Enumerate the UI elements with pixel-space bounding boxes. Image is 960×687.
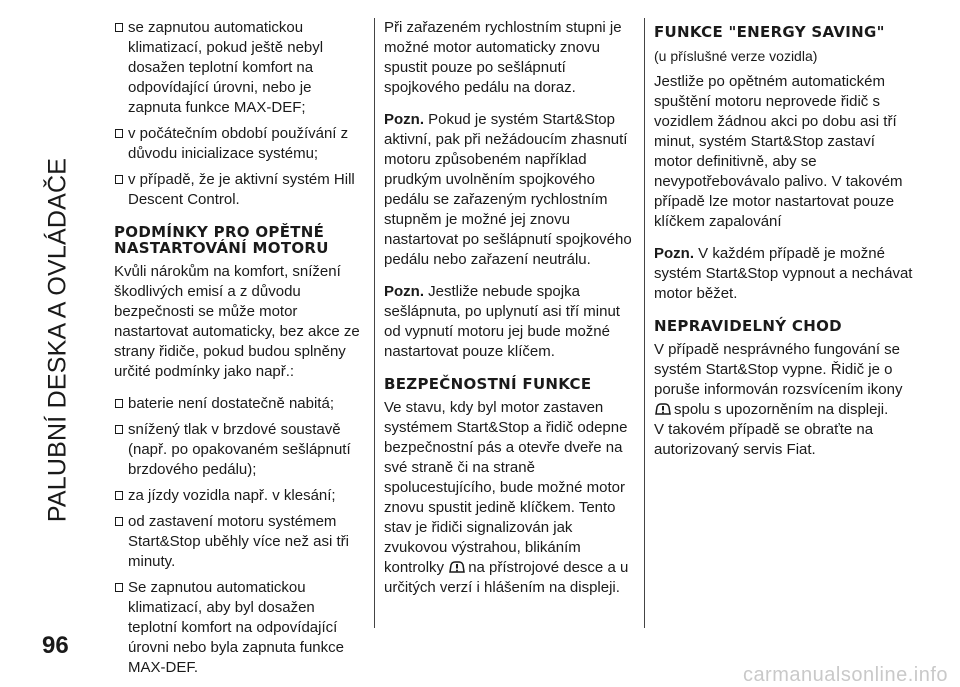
section-heading-restart: PODMÍNKY PRO OPĚTNÉ NASTARTOVÁNÍ MOTORU (114, 223, 329, 257)
column-2 (384, 18, 638, 610)
column-divider (374, 18, 375, 628)
text-fragment: na přístrojové desce a u určitých verzí i hlášením na displeji. (384, 559, 629, 596)
note-paragraph (654, 244, 916, 304)
list-item: za jízdy vozidla např. v klesání; (114, 486, 368, 506)
list-item: v případě, že je aktivní systém Hill Descent Control. (114, 170, 368, 210)
list-item: snížený tlak v brzdové soustavě (např. po opakovaném sešlápnutí brzdového pedálu); (114, 420, 368, 480)
list-item: od zastavení motoru systémem Start&Stop uběhly více než asi tři minuty. (114, 512, 368, 572)
watermark-footer: carmanualsonline.info (742, 664, 948, 686)
note-paragraph (384, 110, 638, 270)
auto-warning-icon (448, 560, 466, 574)
note-label: Pozn. (654, 245, 699, 262)
subheading-note: (u příslušné verze vozidla) (654, 48, 818, 64)
paragraph: Při zařazeném rychlostním stupni je možné motor automaticky znovu spustit pouze po sešlápnutí spojkového pedálu na doraz. (384, 19, 622, 96)
section-heading-energy-saving: FUNKCE "ENERGY SAVING" (654, 23, 885, 41)
text-fragment: V případě nesprávného fungování se systém Start&Stop vypne. Řidič je o poruše informován rozsvícením ikony (654, 341, 903, 398)
paragraph: Jestliže po opětném automatickém spuštění motoru neprovede řidič s vozidlem žádnou akci po dobu asi tří minut, systém Start&Stop zastaví motor definitivně, aby se nevypotřebovávalo palivo. V takovém případě lze motor nastartovat pouze klíčkem zapalování (654, 73, 903, 230)
note-text: Pokud je systém Start&Stop aktivní, pak při nežádoucím zhasnutí motoru způsobeném například prudkým uvolněním spojkového pedálu se zařazeným rychlostním stupněm je možné jej znovu nastartovat po sešlápnutí spojkového pedálu nebo zařazení neutrálu. (384, 111, 632, 268)
list-item: v počátečním období používání z důvodu inicializace systému; (114, 124, 368, 164)
text-fragment: Ve stavu, kdy byl motor zastaven systémem Start&Stop a řidič odepne bezpečnostní pás a otevře dveře na své straně či na straně spolucestujícího, bude možné motor znovu spustit jedině klíčkem. Tento stav je řidiči signalizován jak zvukovou výstrahou, blikáním kontrolky (384, 399, 628, 576)
column-3 (654, 18, 916, 472)
paragraph: V takovém případě se obraťte na autorizovaný servis Fiat. (654, 421, 874, 458)
note-text: Jestliže nebude spojka sešlápnuta, po uplynutí asi tří minut od vypnutí motoru jej bude možné nastartovat pouze klíčem. (384, 283, 620, 360)
auto-warning-icon (654, 402, 672, 416)
text-fragment: spolu s upozorněním na displeji. (674, 401, 889, 418)
section-heading-irregular: NEPRAVIDELNÝ CHOD (654, 317, 842, 335)
note-paragraph (384, 282, 638, 362)
note-text: V každém případě je možné systém Start&Stop vypnout a nechávat motor běžet. (654, 245, 913, 302)
note-label: Pozn. (384, 283, 429, 300)
paragraph (384, 398, 638, 598)
column-1 (114, 18, 368, 684)
bullet-list-bottom (114, 394, 368, 678)
paragraph: Kvůli nárokům na komfort, snížení škodlivých emisí a z důvodu bezpečnosti se může motor nastartovat automaticky, bez akce ze strany řidiče, pokud budou splněny určité podmínky jako např.: (114, 263, 360, 380)
note-label: Pozn. (384, 111, 429, 128)
page-number: 96 (42, 632, 69, 659)
section-heading-safety: BEZPEČNOSTNÍ FUNKCE (384, 375, 592, 393)
paragraph (654, 340, 916, 420)
column-divider (644, 18, 645, 628)
list-item: Se zapnutou automatickou klimatizací, aby byl dosažen teplotní komfort na odpovídající úrovni nebo byla zapnuta funkce MAX-DEF. (114, 578, 368, 678)
list-item: se zapnutou automatickou klimatizací, pokud ještě nebyl dosažen teplotní komfort na odpovídající úrovni, nebo je zapnuta funkce MAX-DEF; (114, 18, 368, 118)
chapter-side-title: PALUBNÍ DESKA A OVLÁDAČE (43, 157, 72, 523)
bullet-list-top (114, 18, 368, 210)
list-item: baterie není dostatečně nabitá; (114, 394, 368, 414)
